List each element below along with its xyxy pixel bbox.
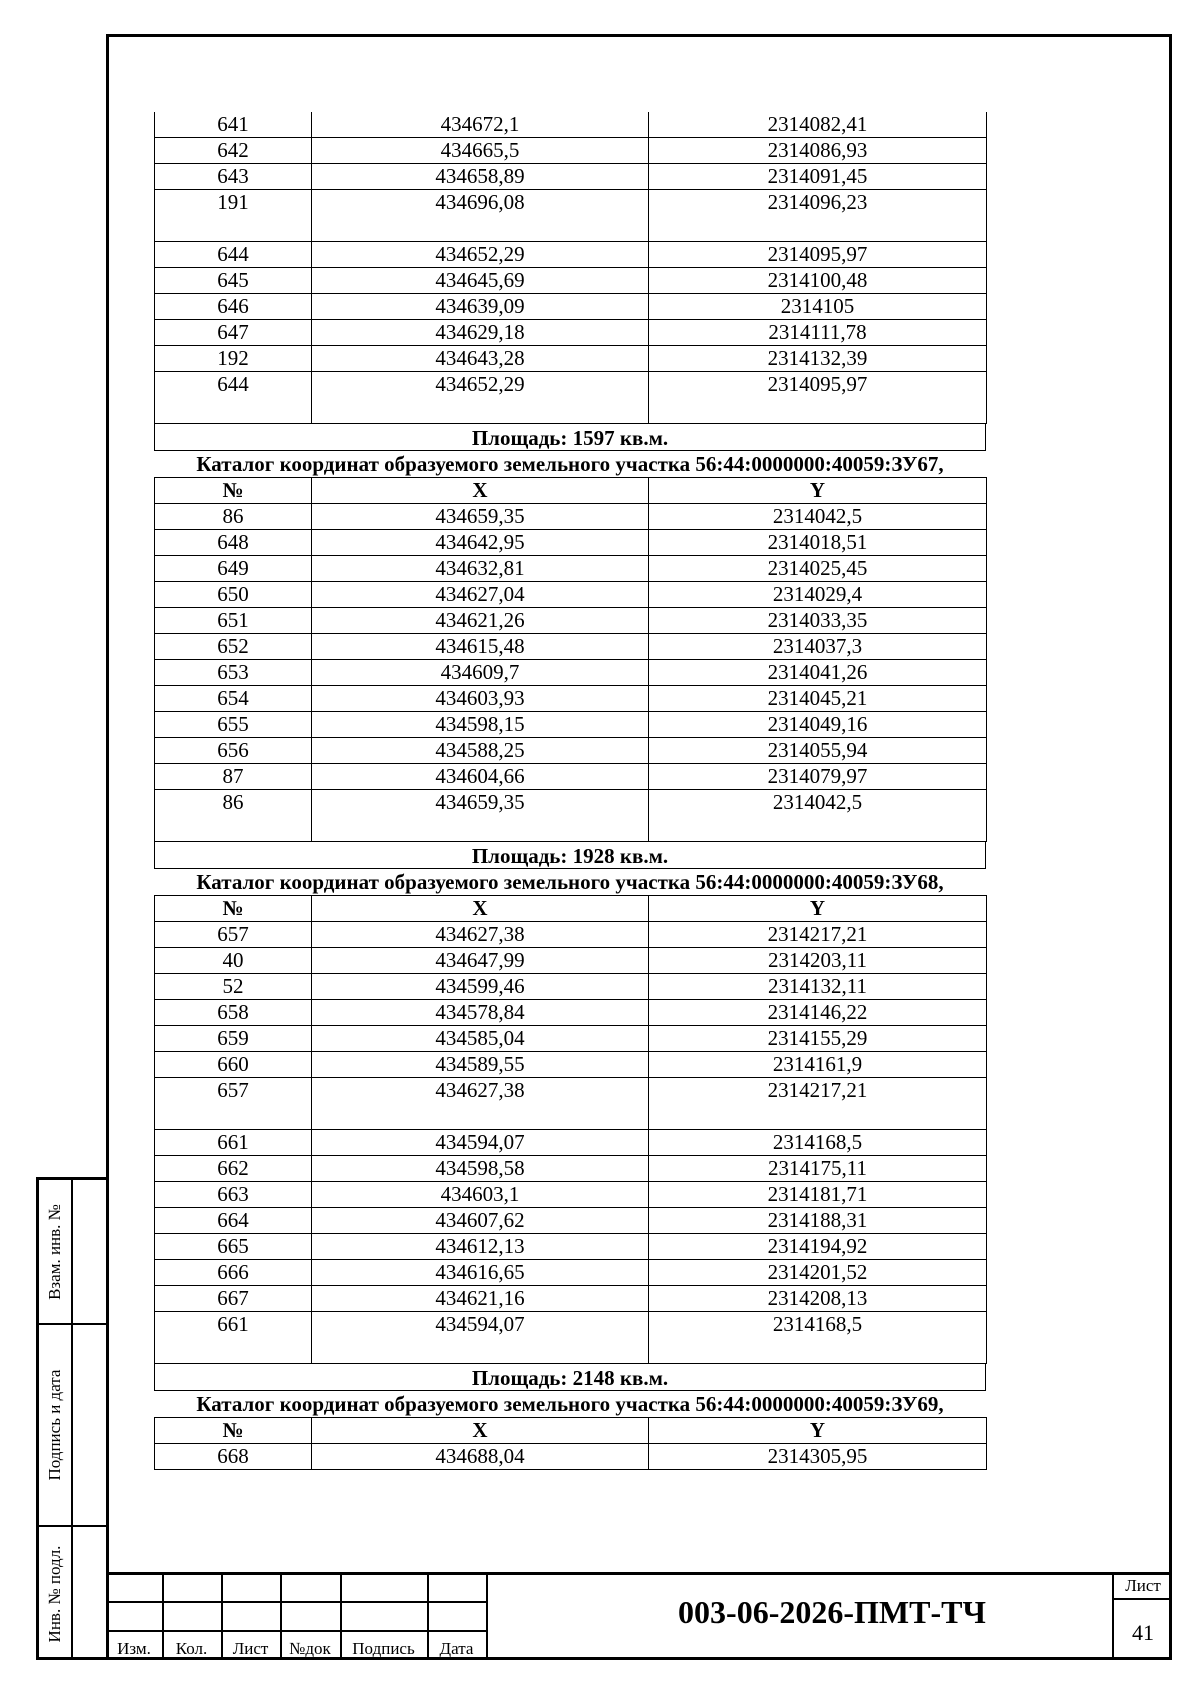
x-value: 434621,26	[312, 608, 649, 634]
table-row	[155, 582, 987, 608]
y-value: 2314096,23	[649, 190, 987, 242]
point-number: 651	[155, 608, 312, 634]
table-row	[155, 294, 987, 320]
column-header: Y	[649, 896, 987, 922]
point-number: 192	[155, 346, 312, 372]
table-row	[155, 634, 987, 660]
x-value: 434615,48	[312, 634, 649, 660]
table-header-row	[155, 1418, 987, 1444]
table-row	[155, 738, 987, 764]
table-row	[155, 1182, 987, 1208]
side-row-original-inv	[39, 1527, 106, 1660]
y-value: 2314037,3	[649, 634, 987, 660]
x-value: 434647,99	[312, 948, 649, 974]
point-number: 657	[155, 1078, 312, 1130]
x-value: 434639,09	[312, 294, 649, 320]
y-value: 2314217,21	[649, 922, 987, 948]
stamp-column-label: Подпись	[352, 1639, 415, 1658]
area-row: Площадь: 1597 кв.м.	[154, 424, 986, 451]
x-value: 434643,28	[312, 346, 649, 372]
point-number: 641	[155, 112, 312, 138]
y-value: 2314025,45	[649, 556, 987, 582]
y-value: 2314175,11	[649, 1156, 987, 1182]
x-value: 434627,04	[312, 582, 649, 608]
y-value: 2314188,31	[649, 1208, 987, 1234]
table-row	[155, 190, 987, 242]
x-value: 434612,13	[312, 1234, 649, 1260]
point-number: 664	[155, 1208, 312, 1234]
y-value: 2314095,97	[649, 372, 987, 424]
stamp-column-label: Кол.	[175, 1639, 208, 1658]
table-row	[155, 1078, 987, 1130]
point-number: 665	[155, 1234, 312, 1260]
table-row	[155, 974, 987, 1000]
table-header-row	[155, 896, 987, 922]
table-row	[155, 530, 987, 556]
table-row	[155, 1130, 987, 1156]
y-value: 2314194,92	[649, 1234, 987, 1260]
table-row	[155, 1052, 987, 1078]
point-number: 647	[155, 320, 312, 346]
table-header-row	[155, 478, 987, 504]
y-value: 2314217,21	[649, 1078, 987, 1130]
y-value: 2314049,16	[649, 712, 987, 738]
side-stamp	[36, 1177, 106, 1660]
table-row	[155, 686, 987, 712]
x-value: 434578,84	[312, 1000, 649, 1026]
x-value: 434627,38	[312, 1078, 649, 1130]
table-row	[155, 712, 987, 738]
stamp-column-label: Изм.	[117, 1639, 151, 1658]
y-value: 2314018,51	[649, 530, 987, 556]
side-row-signature-date	[39, 1325, 106, 1527]
point-number: 667	[155, 1286, 312, 1312]
table-row	[155, 922, 987, 948]
column-header: №	[155, 478, 312, 504]
x-value: 434585,04	[312, 1026, 649, 1052]
column-header: №	[155, 896, 312, 922]
point-number: 642	[155, 138, 312, 164]
x-value: 434659,35	[312, 504, 649, 530]
point-number: 87	[155, 764, 312, 790]
y-value: 2314091,45	[649, 164, 987, 190]
catalog-title: Каталог координат образуемого земельного участка 56:44:0000000:40059:ЗУ67,	[196, 452, 944, 476]
table-row	[155, 164, 987, 190]
point-number: 657	[155, 922, 312, 948]
y-value: 2314132,11	[649, 974, 987, 1000]
x-value: 434665,5	[312, 138, 649, 164]
x-value: 434598,58	[312, 1156, 649, 1182]
table-row	[155, 112, 987, 138]
x-value: 434652,29	[312, 242, 649, 268]
table-row	[155, 556, 987, 582]
sheet-label: Лист	[1114, 1576, 1172, 1600]
x-value: 434594,07	[312, 1312, 649, 1364]
table-row	[155, 320, 987, 346]
point-number: 646	[155, 294, 312, 320]
point-number: 652	[155, 634, 312, 660]
x-value: 434604,66	[312, 764, 649, 790]
table-row	[155, 372, 987, 424]
point-number: 666	[155, 1260, 312, 1286]
x-value: 434688,04	[312, 1444, 649, 1470]
point-number: 658	[155, 1000, 312, 1026]
side-row-replacement-inv	[39, 1180, 106, 1325]
x-value: 434603,93	[312, 686, 649, 712]
y-value: 2314201,52	[649, 1260, 987, 1286]
area-row: Площадь: 1928 кв.м.	[154, 842, 986, 869]
point-number: 191	[155, 190, 312, 242]
stamp-column-label: Дата	[439, 1639, 474, 1658]
x-value: 434603,1	[312, 1182, 649, 1208]
point-number: 656	[155, 738, 312, 764]
side-label: Инв. № подл.	[45, 1545, 64, 1642]
x-value: 434629,18	[312, 320, 649, 346]
x-value: 434589,55	[312, 1052, 649, 1078]
table-row	[155, 1312, 987, 1364]
y-value: 2314029,4	[649, 582, 987, 608]
x-value: 434607,62	[312, 1208, 649, 1234]
x-value: 434616,65	[312, 1260, 649, 1286]
point-number: 668	[155, 1444, 312, 1470]
y-value: 2314042,5	[649, 504, 987, 530]
table-row	[155, 1234, 987, 1260]
y-value: 2314095,97	[649, 242, 987, 268]
sheet-number: 41	[1132, 1620, 1154, 1645]
table-row	[155, 1444, 987, 1470]
table-row	[155, 764, 987, 790]
x-value: 434598,15	[312, 712, 649, 738]
coordinates-table	[154, 477, 987, 842]
table-row	[155, 1156, 987, 1182]
point-number: 653	[155, 660, 312, 686]
table-row	[155, 1260, 987, 1286]
x-value: 434642,95	[312, 530, 649, 556]
y-value: 2314203,11	[649, 948, 987, 974]
table-row	[155, 346, 987, 372]
x-value: 434659,35	[312, 790, 649, 842]
column-header: X	[312, 896, 649, 922]
point-number: 40	[155, 948, 312, 974]
coordinates-content	[154, 112, 986, 1470]
table-row	[155, 504, 987, 530]
stamp-column-label: №док	[289, 1639, 331, 1658]
x-value: 434645,69	[312, 268, 649, 294]
y-value: 2314208,13	[649, 1286, 987, 1312]
y-value: 2314105	[649, 294, 987, 320]
table-row	[155, 660, 987, 686]
point-number: 52	[155, 974, 312, 1000]
point-number: 650	[155, 582, 312, 608]
point-number: 643	[155, 164, 312, 190]
sheet-box	[1112, 1572, 1172, 1660]
y-value: 2314168,5	[649, 1312, 987, 1364]
table-row	[155, 242, 987, 268]
x-value: 434652,29	[312, 372, 649, 424]
x-value: 434632,81	[312, 556, 649, 582]
point-number: 661	[155, 1312, 312, 1364]
y-value: 2314161,9	[649, 1052, 987, 1078]
y-value: 2314041,26	[649, 660, 987, 686]
y-value: 2314079,97	[649, 764, 987, 790]
x-value: 434658,89	[312, 164, 649, 190]
coordinates-table	[154, 112, 987, 424]
point-number: 649	[155, 556, 312, 582]
area-row: Площадь: 2148 кв.м.	[154, 1364, 986, 1391]
point-number: 644	[155, 242, 312, 268]
table-row	[155, 1000, 987, 1026]
x-value: 434672,1	[312, 112, 649, 138]
x-value: 434599,46	[312, 974, 649, 1000]
point-number: 662	[155, 1156, 312, 1182]
table-row	[155, 138, 987, 164]
y-value: 2314111,78	[649, 320, 987, 346]
table-row	[155, 1286, 987, 1312]
column-header: Y	[649, 478, 987, 504]
title-block-top-border	[106, 1572, 1172, 1575]
y-value: 2314100,48	[649, 268, 987, 294]
side-label: Подпись и дата	[45, 1369, 64, 1481]
table-row	[155, 608, 987, 634]
point-number: 86	[155, 790, 312, 842]
x-value: 434627,38	[312, 922, 649, 948]
table-row	[155, 790, 987, 842]
column-header: X	[312, 478, 649, 504]
point-number: 86	[155, 504, 312, 530]
y-value: 2314086,93	[649, 138, 987, 164]
side-label: Взам. инв. №	[45, 1203, 64, 1300]
point-number: 659	[155, 1026, 312, 1052]
point-number: 661	[155, 1130, 312, 1156]
column-header: X	[312, 1418, 649, 1444]
point-number: 645	[155, 268, 312, 294]
y-value: 2314055,94	[649, 738, 987, 764]
point-number: 663	[155, 1182, 312, 1208]
catalog-title: Каталог координат образуемого земельного участка 56:44:0000000:40059:ЗУ68,	[196, 870, 944, 894]
column-header: №	[155, 1418, 312, 1444]
y-value: 2314168,5	[649, 1130, 987, 1156]
point-number: 655	[155, 712, 312, 738]
y-value: 2314033,35	[649, 608, 987, 634]
point-number: 660	[155, 1052, 312, 1078]
table-row	[155, 948, 987, 974]
title-block	[106, 1572, 1172, 1660]
table-row	[155, 268, 987, 294]
x-value: 434696,08	[312, 190, 649, 242]
x-value: 434588,25	[312, 738, 649, 764]
y-value: 2314042,5	[649, 790, 987, 842]
point-number: 654	[155, 686, 312, 712]
stamp-column-label: Лист	[232, 1639, 269, 1658]
catalog-title: Каталог координат образуемого земельного участка 56:44:0000000:40059:ЗУ69,	[196, 1392, 944, 1416]
y-value: 2314155,29	[649, 1026, 987, 1052]
x-value: 434594,07	[312, 1130, 649, 1156]
column-header: Y	[649, 1418, 987, 1444]
x-value: 434609,7	[312, 660, 649, 686]
table-row	[155, 1026, 987, 1052]
table-row	[155, 1208, 987, 1234]
coordinates-table	[154, 1417, 987, 1470]
coordinates-table	[154, 895, 987, 1364]
y-value: 2314132,39	[649, 346, 987, 372]
y-value: 2314045,21	[649, 686, 987, 712]
y-value: 2314181,71	[649, 1182, 987, 1208]
point-number: 648	[155, 530, 312, 556]
y-value: 2314305,95	[649, 1444, 987, 1470]
y-value: 2314146,22	[649, 1000, 987, 1026]
point-number: 644	[155, 372, 312, 424]
document-code: 003-06-2026-ПМТ-ТЧ	[678, 1594, 986, 1630]
x-value: 434621,16	[312, 1286, 649, 1312]
y-value: 2314082,41	[649, 112, 987, 138]
